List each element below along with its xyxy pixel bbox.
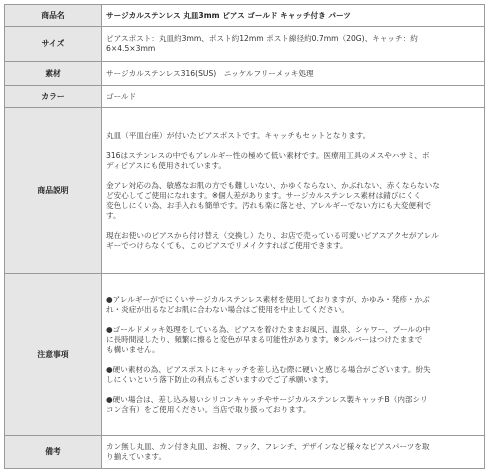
notes-item: ●硬い場合は、差し込み易いシリコンキャッチやサージカルステンレス製キャッチB（内部シリ コン含有）をご使用ください。当店で取り扱っております。 <box>106 394 428 414</box>
value-description <box>102 108 485 274</box>
label-remarks: 備考 <box>5 436 102 469</box>
label-color: カラー <box>5 86 102 108</box>
label-size: サイズ <box>5 27 102 62</box>
value-size: ピアスポスト：丸皿約3mm、ポスト約12mm ポスト線径約0.7mm（20G)、キャッチ：約 6×4.5×3mm <box>106 34 418 53</box>
row-remarks <box>5 436 485 469</box>
notes-item: ●ゴールドメッキ処理をしている為、ピアスを着けたままお風呂、温泉、シャワー、プールの中 に長時間浸したり、頻繁に擦ると変色が早まる可能性があります。※シルバーはつけたままで も構いません。 <box>106 324 431 354</box>
value-product-name: サージカルステンレス 丸皿3mm ピアス ゴールド キャッチ付き パーツ <box>102 5 485 27</box>
row-description <box>5 108 485 274</box>
value-remarks: カン無し丸皿、カン付き丸皿、お椀、フック、フレンチ、デザインなど様々なピアスパーツを取 り揃えています。 <box>106 442 430 461</box>
value-color: ゴールド <box>102 86 485 108</box>
value-material: サージカルステンレス316(SUS) ニッケルフリーメッキ処理 <box>102 62 485 86</box>
description-paragraph: 316はステンレスの中でもアレルギー性の極めて低い素材です。医療用工具のメスやハサミ、ボ ディピアスにも使用されています。 <box>106 150 430 170</box>
notes-item: ●アレルギーがでにくいサージカルステンレス素材を使用しておりますが、かゆみ・発疹・かぶ れ・炎症が出るなどお肌に合わない場合はご使用を中止してください。 <box>106 294 430 314</box>
label-product-name: 商品名 <box>5 5 102 27</box>
row-product-name <box>5 5 485 27</box>
row-color <box>5 86 485 108</box>
value-remarks-cell <box>102 436 485 469</box>
notes-list <box>106 295 480 415</box>
description-paragraph: 金アレ対応の為、敏感なお肌の方でも難しいない、かゆくならない、かぶれない、赤くならないな ど安心してご使用になれます。※個人差があります。サージカルステンレス素材は錆びにくく 変色しにくい為、お手入れも簡単です。汚れも楽に落とせ、アレルギーでない方にも大変便利で す。 <box>106 180 440 220</box>
description-paragraph: 丸皿（平皿台座）が付いたピアスポストです。キャッチもセットとなります。 <box>106 130 371 140</box>
label-description: 商品説明 <box>5 108 102 274</box>
description-paragraph: 現在お使いのピアスから付け替え（交換し）たり、お店で売っている可愛いピアスアクセがアレル ギーでつけらなくても、このピアスでリメイクすればご使用できます。 <box>106 230 439 250</box>
label-notes: 注意事項 <box>5 274 102 436</box>
notes-item: ●硬い素材の為、ピアスポストにキャッチを差し込む際に硬いと感じる場合がございます。紛失 しにくいという落下防止の利点もございますのでご了承願います。 <box>106 364 431 384</box>
row-material <box>5 62 485 86</box>
value-size-cell <box>102 27 485 62</box>
row-size <box>5 27 485 62</box>
value-notes <box>102 274 485 436</box>
row-notes <box>5 274 485 436</box>
label-material: 素材 <box>5 62 102 86</box>
product-spec-table <box>4 4 485 469</box>
